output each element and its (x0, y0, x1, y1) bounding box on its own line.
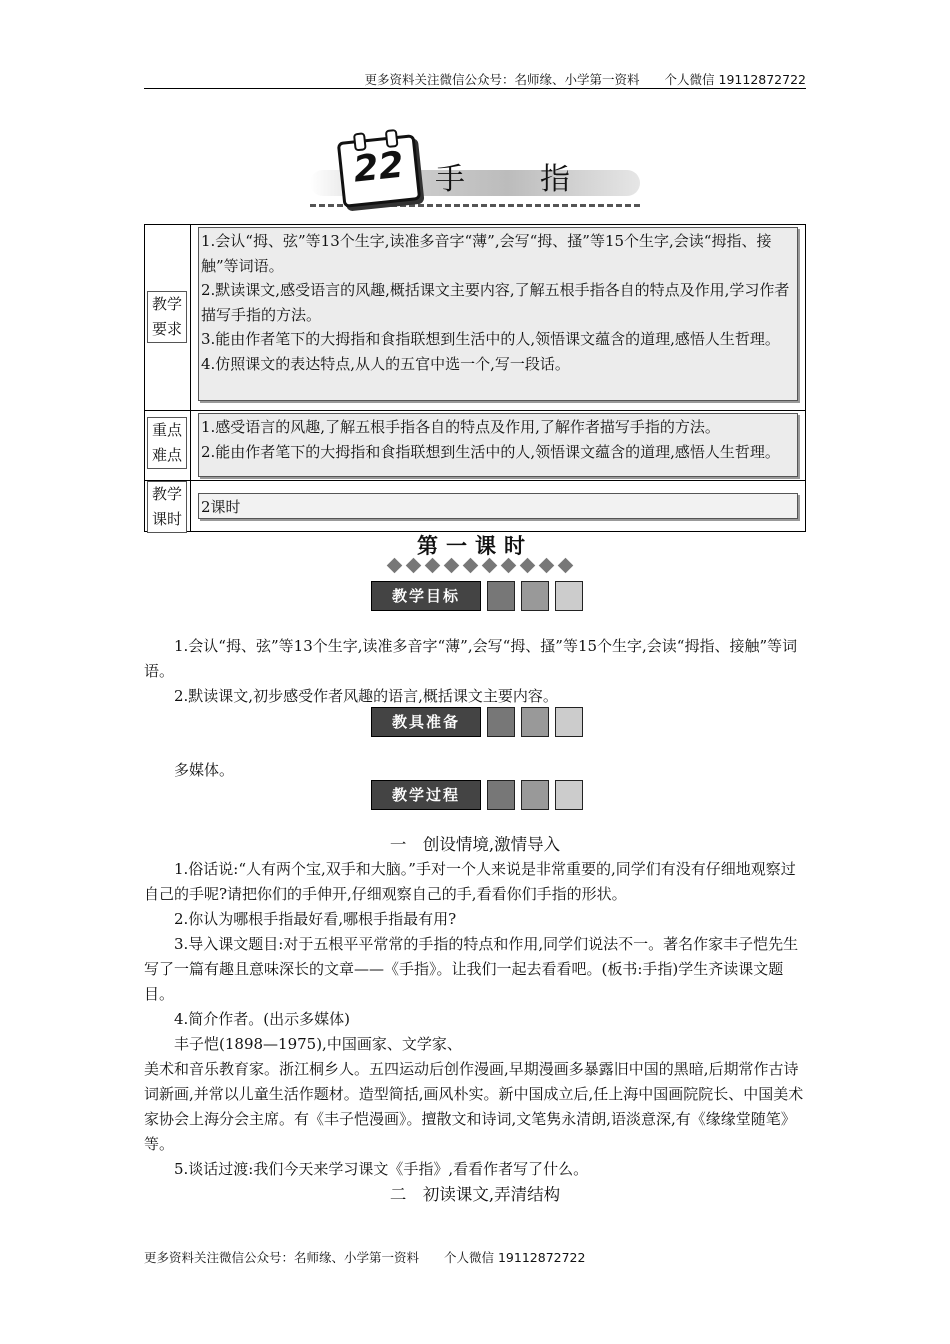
header-rule (144, 88, 806, 89)
section-title-decoration (385, 556, 575, 574)
section-title: 第一课时 (417, 534, 533, 558)
header-note: 更多资料关注微信公众号：名师缘、小学第一资料 个人微信 19112872722 (364, 72, 806, 87)
row-content: 1.会认“拇、弦”等13个生字,读准多音字“薄”,会写“拇、搔”等15个生字,会读“拇指、接触”等词语。 2.默读课文,感受语言的风趣,概括课文主要内容,了解五根手指各自的特点及作用,学习作者描写手指的方法。 3.能由作者笔下的大拇指和食指联想到生活中的人,领悟课文蕴含的道理,感悟人生哲理。 4.仿照课文的表达特点,从人的五官中选一个,写一段话。 (198, 227, 798, 401)
step-1-title: 一 创设情境,激情导入 (389, 835, 561, 854)
lesson-title-char-1: 手 (435, 162, 465, 197)
footer-note: 更多资料关注微信公众号：名师缘、小学第一资料 个人微信 19112872722 (144, 1250, 586, 1265)
calendar-icon (337, 134, 421, 208)
lesson-title-char-2: 指 (540, 162, 570, 197)
step-2-title: 二 初读课文,弄清结构 (389, 1185, 561, 1204)
objectives-text: 1.会认“拇、弦”等13个生字,读准多音字“薄”,会写“拇、搔”等15个生字,会读“拇指、接触”等词语。 2.默读课文,初步感受作者风趣的语言,概括课文主要内容。 (144, 637, 798, 705)
author-bio: 美术和音乐教育家。浙江桐乡人。五四运动后创作漫画,早期漫画多暴露旧中国的黑暗,后期常作古诗词新画,并常以儿童生活作题材。造型简括,画风朴实。新中国成立后,任上海中国画院院长、中国美术家协会上海分会主席。有《丰子恺漫画》。擅散文和诗词,文笔隽永清朗,语淡意深,有《缘缘堂随笔》等。 (144, 1060, 804, 1153)
row-label: 重点难点 (147, 417, 187, 469)
row-content: 1.感受语言的风趣,了解五根手指各自的特点及作用,了解作者描写手指的方法。 2.能由作者笔下的大拇指和食指联想到生活中的人,领悟课文蕴含的道理,感悟人生哲理。 (198, 413, 798, 477)
materials-text: 多媒体。 (174, 761, 235, 779)
table-row-requirements (145, 225, 805, 411)
table-row-periods (145, 481, 805, 531)
row-label: 教学课时 (147, 481, 187, 533)
row-content: 2课时 (198, 493, 798, 519)
process-text: 一 创设情境,激情导入 1.俗话说:“人有两个宝,双手和大脑。”手对一个人来说是非常重要的,同学们有没有仔细地观察过自己的手呢?请把你们的手伸开,仔细观察自己的手,看看你们手指的形状。 2.你认为哪根手指最好看,哪根手指最有用? 3.导入课文题目:对于五根平平常常的手指的特点和作用,同学们说法不一。著名作家丰子恺先生写了一篇有趣且意味深长的文章——《手指》。让我们一起去看看吧。(板书:手指)学生齐读课文题目。 4.简介作者。(出示多媒体) 丰子恺(1898—1975),中国画家、文学家、 美术和音乐教育家。浙江桐乡人。五四运动后创作漫画,早期漫画多暴露旧中国的黑暗,后期常作古诗词新画,并常以儿童生活作题材。造型简括,画风朴实。新中国成立后,任上海中国画院院长、中国美术家协会上海分会主席。有《丰子恺漫画》。擅散文和诗词,文笔隽永清朗,语淡意深,有《缘缘堂随笔》等。 5.谈话过渡:我们今天来学习课文《手指》,看看作者写了什么。 二 初读课文,弄清结构 (144, 832, 806, 1207)
lesson-info-table (144, 224, 806, 532)
table-row-key-points (145, 411, 805, 481)
lesson-title-banner (300, 120, 645, 220)
row-label: 教学要求 (147, 291, 187, 343)
lesson-number: 22 (351, 144, 406, 191)
